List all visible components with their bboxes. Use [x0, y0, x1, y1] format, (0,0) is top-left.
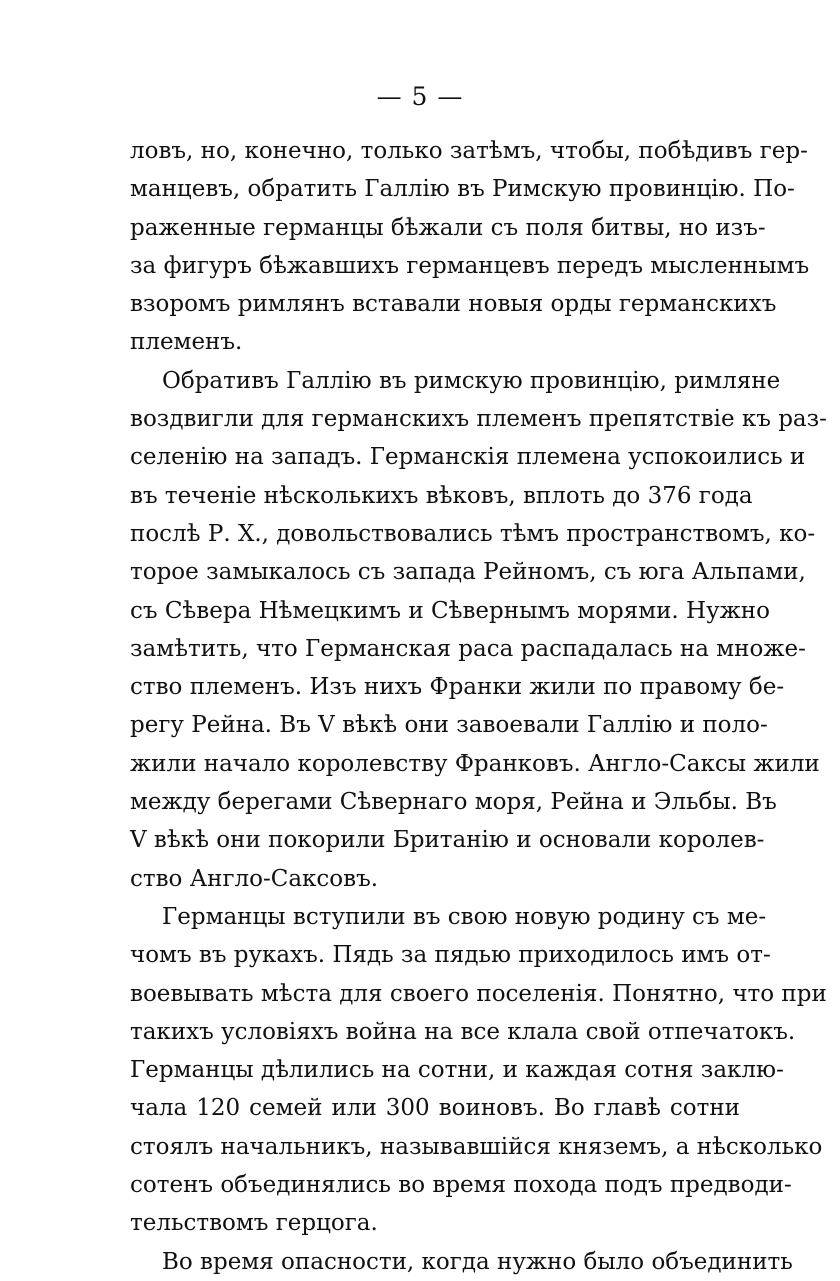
text-line: воздвигли для германскихъ племенъ препятствіе къ раз- [130, 406, 827, 433]
text-line: сотенъ объединялись во время похода подъ предводи- [130, 1172, 792, 1199]
text-line: воевывать мѣста для своего поселенія. Понятно, что при [130, 980, 827, 1007]
text-line: послѣ Р. Х., довольствовались тѣмъ пространствомъ, ко- [130, 520, 816, 547]
text-line: ловъ, но, конечно, только затѣмъ, чтобы, побѣдивъ гер- [130, 138, 808, 164]
text-line: торое замыкалось съ запада Рейномъ, съ юга Альпами, [130, 559, 806, 586]
text-line: между берегами Сѣвернаго моря, Рейна и Эльбы. Въ [130, 789, 777, 816]
text-line: Обративъ Галлію въ римскую провинцію, римляне [162, 367, 781, 394]
text-line: чомъ въ рукахъ. Пядь за пядью приходилось имъ от- [130, 942, 771, 969]
text-line: жили начало королевству Франковъ. Англо-Саксы жили [130, 750, 820, 777]
text-line: манцевъ, обратить Галлію въ Римскую провинцію. По- [130, 176, 795, 203]
text-line: съ Сѣвера Нѣмецкимъ и Сѣвернымъ морями. Нужно [130, 597, 770, 624]
text-line: ство Англо-Саксовъ. [130, 865, 379, 892]
page-number: — 5 — [376, 82, 464, 111]
text-line: селенію на западъ. Германскія племена успокоились и [130, 444, 806, 471]
text-line: стоялъ начальникъ, называвшійся княземъ, а нѣсколько [130, 1133, 823, 1160]
text-line: Германцы вступили въ свою новую родину съ ме- [162, 903, 767, 930]
text-line: замѣтить, что Германская раса распадалась на множе- [130, 635, 806, 662]
text-line: регу Рейна. Въ V вѣкѣ они завоевали Галлію и поло- [130, 712, 768, 739]
text-line: Германцы дѣлились на сотни, и каждая сотня заклю- [130, 1057, 784, 1084]
text-line: тельствомъ герцога. [130, 1210, 378, 1237]
text-line: въ теченіе нѣсколькихъ вѣковъ, вплоть до 376 года [130, 482, 753, 509]
text-line: взоромъ римлянъ вставали новыя орды германскихъ [130, 291, 777, 318]
body-text [130, 132, 827, 1281]
text-line: племенъ. [130, 329, 243, 356]
text-line: такихъ условіяхъ война на все клала свой отпечатокъ. [130, 1018, 796, 1045]
text-line: ство племенъ. Изъ нихъ Франки жили по правому бе- [130, 674, 785, 701]
text-line: за фигуръ бѣжавшихъ германцевъ передъ мысленнымъ [130, 252, 810, 279]
text-line: раженные германцы бѣжали съ поля битвы, но изъ- [130, 214, 766, 241]
text-line: V вѣкѣ они покорили Британію и основали королев- [130, 827, 765, 854]
text-line: чала 120 семей или 300 воиновъ. Во главѣ сотни [130, 1095, 740, 1122]
text-line: Во время опасности, когда нужно было объединить [162, 1248, 793, 1275]
